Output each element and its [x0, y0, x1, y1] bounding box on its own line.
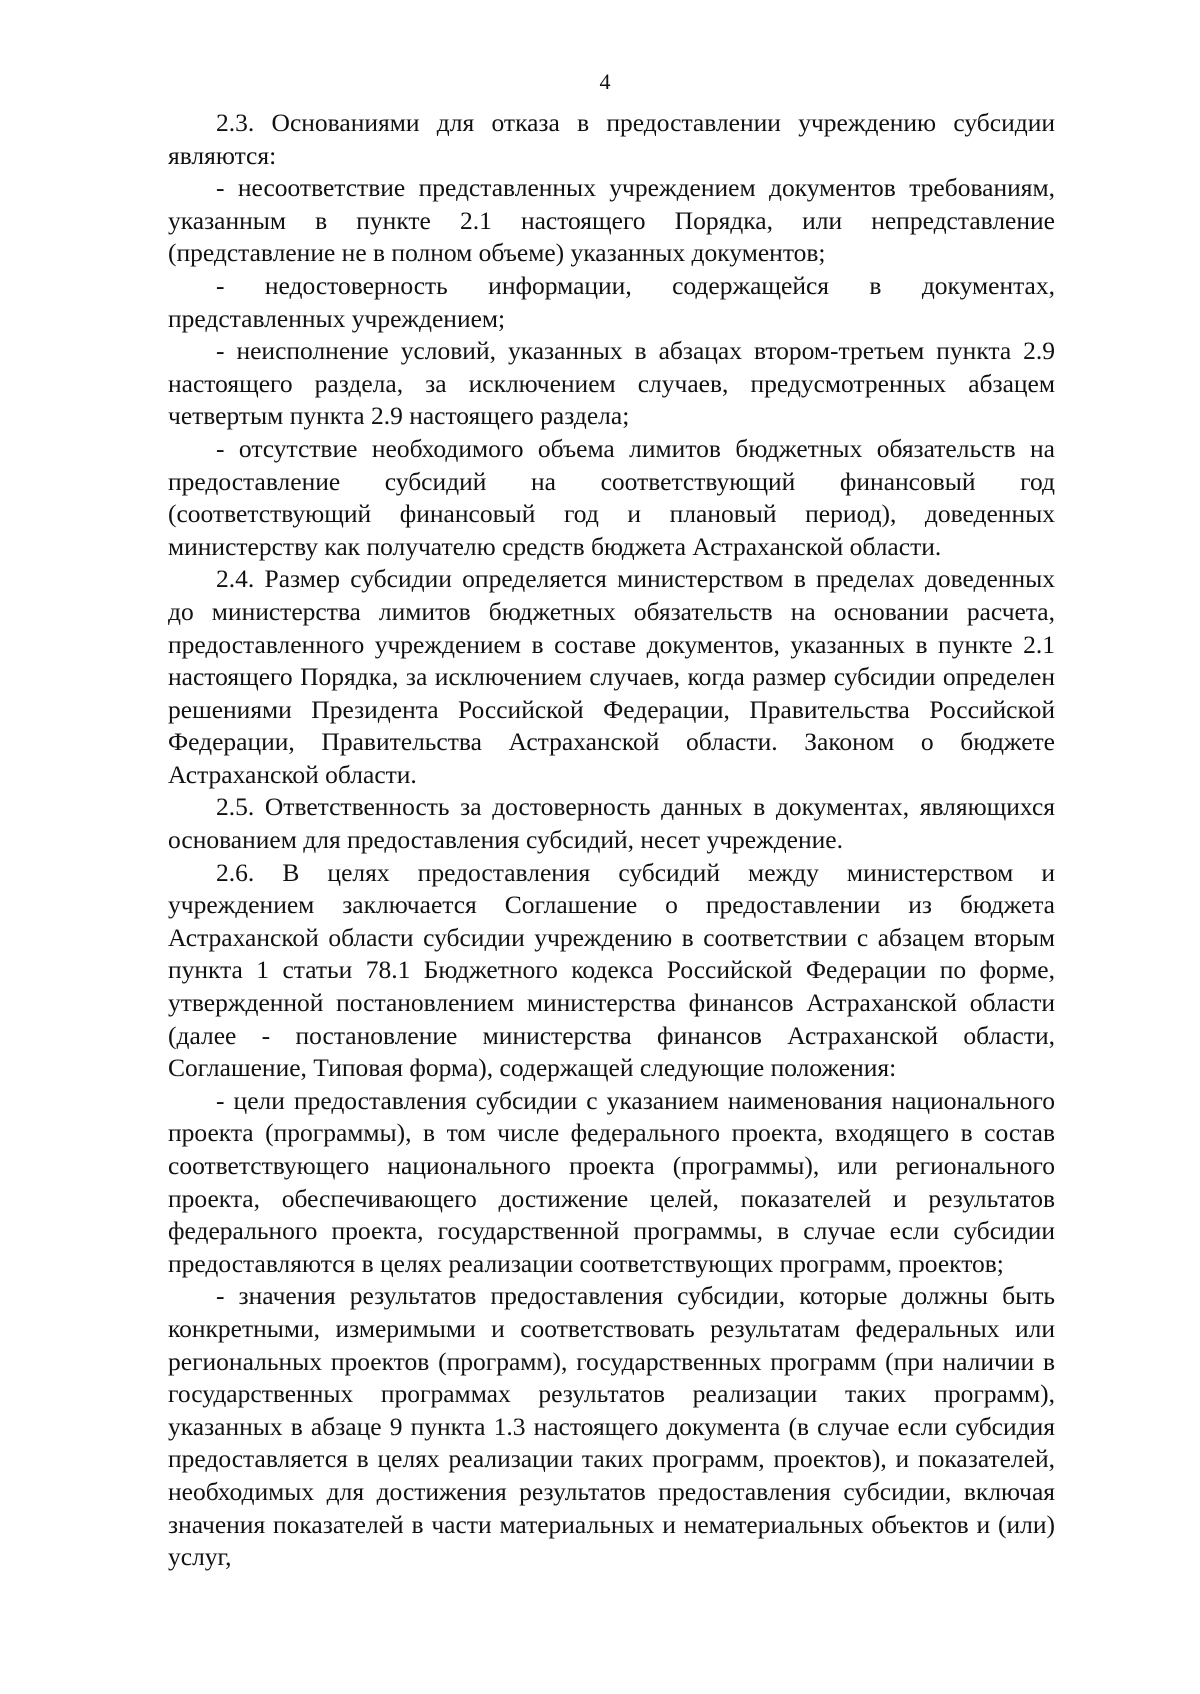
list-item-conditions-nonfulfillment: - неисполнение условий, указанных в абзацах втором-третьем пункта 2.9 настоящего раздела, за исключением случаев, предусмотренных абзацем четвертым пункта 2.9 настоящего раздела;: [168, 336, 1055, 431]
list-item-subsidy-goals: - цели предоставления субсидии с указанием наименования национального проекта (программы), в том числе федерального проекта, входящего в состав соответствующего национального проекта (программы), или регионального проекта, обеспечивающего достижение целей, показателей и результатов федерального проекта, государственной программы, в случае если субсидии предоставляются в целях реализации соответствующих программ, проектов;: [168, 1085, 1055, 1278]
paragraph-2-5: 2.5. Ответственность за достоверность данных в документах, являющихся основанием для предоставления субсидий, несет учреждение.: [168, 792, 1055, 855]
paragraph-2-4: 2.4. Размер субсидии определяется министерством в пределах доведенных до министерства лимитов бюджетных обязательств на основании расчета, предоставленного учреждением в составе документов, указанных в пункте 2.1 настоящего Порядка, за исключением случаев, когда размер субсидии определен решениями Президента Российской Федерации, Правительства Российской Федерации, Правительства Астраханской области. Законом о бюджете Астраханской области.: [168, 564, 1055, 789]
list-item-information-unreliability: - недостоверность информации, содержащейся в документах, представленных учреждением;: [168, 270, 1055, 333]
document-body: [168, 107, 1055, 1574]
paragraph-2-3: 2.3. Основаниями для отказа в предоставлении учреждению субсидии являются:: [168, 108, 1055, 170]
list-item-subsidy-results: - значения результатов предоставления субсидии, которые должны быть конкретными, измеримыми и соответствовать результатам федеральных или региональных проектов (программ), государственных программ (при наличии в государственных программах результатов реализации таких программ), указанных в абзаце 9 пункта 1.3 настоящего документа (в случае если субсидия предоставляется в целях реализации таких программ, проектов), и показателей, необходимых для достижения результатов предоставления субсидии, включая значения показателей в части материальных и нематериальных объектов и (или) услуг,: [168, 1281, 1055, 1572]
list-item-budget-limits-absence: - отсутствие необходимого объема лимитов бюджетных обязательств на предоставление субсидий на соответствующий финансовый год (соответствующий финансовый год и плановый период), доведенных министерству как получателю средств бюджета Астраханской области.: [168, 433, 1055, 561]
paragraph-2-6: 2.6. В целях предоставления субсидий между министерством и учреждением заключается Соглашение о предоставлении из бюджета Астраханской области субсидии учреждению в соответствии с абзацем вторым пункта 1 статьи 78.1 Бюджетного кодекса Российской Федерации по форме, утвержденной постановлением министерства финансов Астраханской области (далее - постановление министерства финансов Астраханской области, Соглашение, Типовая форма), содержащей следующие положения:: [168, 857, 1055, 1083]
list-item-documents-noncompliance: - несоответствие представленных учреждением документов требованиям, указанным в пункте 2.1 настоящего Порядка, или непредставление (представление не в полном объеме) указанных документов;: [168, 173, 1055, 268]
page-number: 4: [599, 69, 611, 94]
